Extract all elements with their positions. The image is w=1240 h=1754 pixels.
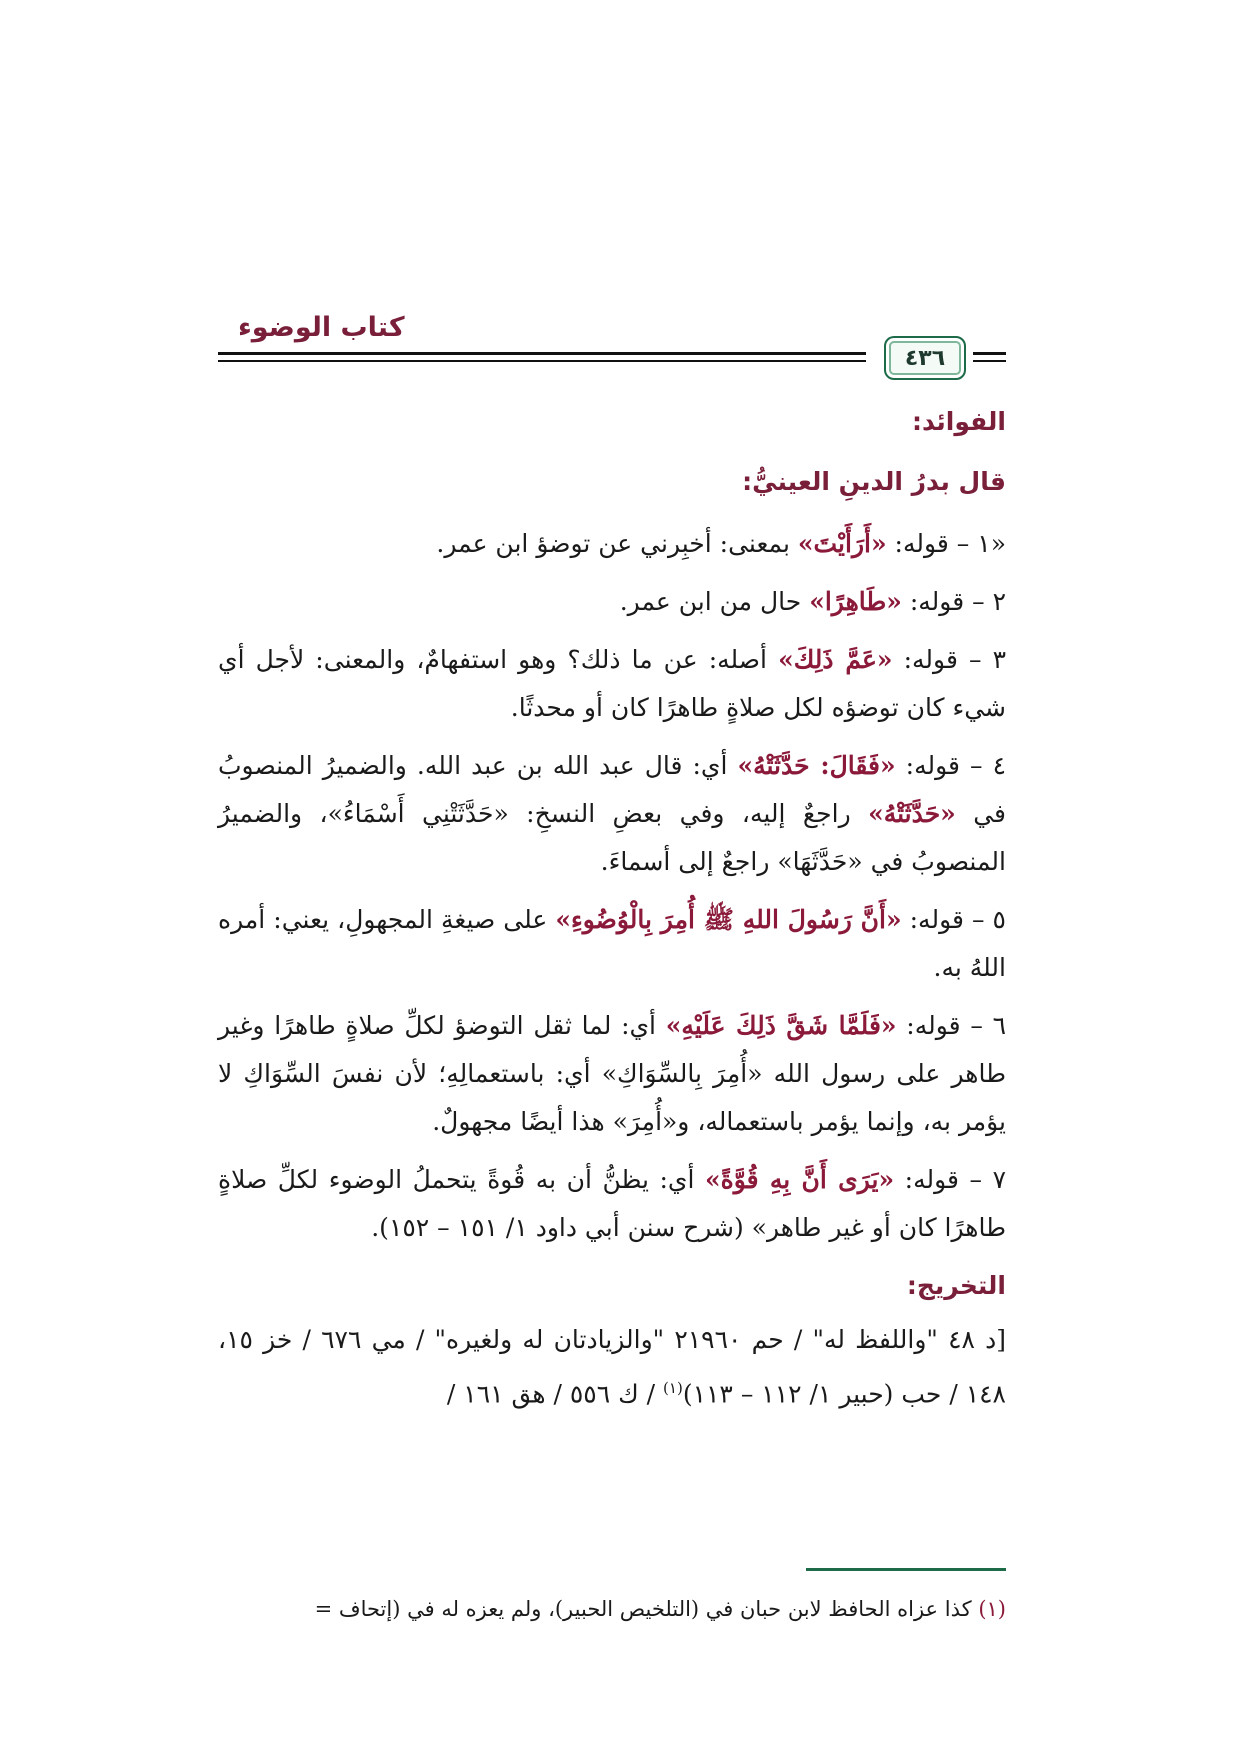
paragraph-text: بمعنى: أخبِرني عن توضؤ ابن عمر. <box>436 529 798 558</box>
heading-quote-intro: قال بدرُ الدينِ العينيُّ: <box>742 467 1006 496</box>
footnote-text: كذا عزاه الحافظ لابن حبان في (التلخيص الحبير)، ولم يعزه له في (إتحاف = <box>314 1597 979 1621</box>
paragraph-7 <box>218 1156 1006 1252</box>
takhrij-paragraph <box>218 1316 1006 1418</box>
paragraph-text: أي: يظنُّ أن به قُوةً يتحملُ الوضوء لكلِّ صلاةٍ طاهرًا كان أو غير طاهر» (شرح سنن أبي داود ١/ ١٥١ – ١٥٢). <box>218 1165 1006 1242</box>
page-number: ٤٣٦ <box>884 336 966 380</box>
header-rule <box>218 352 866 355</box>
paragraph-1 <box>218 520 1006 568</box>
paragraph-2 <box>218 578 1006 626</box>
paragraph-text: على صيغةِ المجهولِ، يعني: أمره اللهُ به. <box>218 905 1006 982</box>
paragraph-text: راجعٌ إليه، وفي بعضِ النسخِ: «حَدَّثَتْنِي أَسْمَاءُ»، والضميرُ المنصوبُ في «حَدَّثَهَا» راجعٌ إلى أسماءَ. <box>218 799 1006 876</box>
heading-benefits: الفوائد: <box>911 407 1006 436</box>
header-rule <box>218 360 866 362</box>
paragraph-text: أي: قال عبد الله بن عبد الله. والضميرُ المنصوبُ في <box>218 751 1006 828</box>
page-header <box>218 312 1006 384</box>
header-rule <box>973 360 1006 362</box>
paragraph-text: ٣ – قوله: <box>892 645 1007 674</box>
paragraph-text: ٧ – قوله: <box>894 1165 1007 1194</box>
paragraph-text: ٤ – قوله: <box>895 751 1007 780</box>
paragraph-text: أصله: عن ما ذلك؟ وهو استفهامٌ، والمعنى: لأجل أي شيء كان توضؤه لكل صلاةٍ طاهرًا كان أو محدثًا. <box>218 645 1006 722</box>
quoted-phrase: «فَلَمَّا شَقَّ ذَلِكَ عَلَيْهِ» <box>665 1011 897 1040</box>
header-rule <box>973 352 1006 355</box>
book-title: كتاب الوضوء <box>238 312 405 343</box>
main-text <box>218 398 1006 1428</box>
heading-takhrij: التخريج: <box>906 1271 1006 1300</box>
takhrij-text: [د ٤٨ "واللفظ له" / حم ٢١٩٦٠ "والزيادتان له ولغيره" / مي ٦٧٦ / خز ١٥، ١٤٨ / حب (حبير ١/ ١١٢ – ١١٣) <box>218 1325 1007 1409</box>
quoted-phrase: «يَرَى أَنَّ بِهِ قُوَّةً» <box>705 1165 895 1194</box>
footnote <box>218 1592 1006 1626</box>
takhrij-text: / ك ٥٥٦ / هق ١٦١ / <box>446 1379 664 1409</box>
quoted-phrase: «فَقَالَ: حَدَّثَتْهُ» <box>737 751 896 780</box>
quoted-phrase: «عَمَّ ذَلِكَ» <box>778 645 893 674</box>
paragraph-text: ٢ – قوله: <box>901 587 1006 616</box>
footnote-ref: (١) <box>663 1379 683 1397</box>
quoted-phrase: «حَدَّثَتْهُ» <box>868 799 956 828</box>
paragraph-text: «١ – قوله: <box>886 529 1006 558</box>
quoted-phrase: «أَرَأَيْتَ» <box>797 529 887 558</box>
quoted-phrase: «أَنَّ رَسُولَ اللهِ ﷺ أُمِرَ بِالْوُضُوءِ» <box>555 905 902 934</box>
paragraph-text: حال من ابن عمر. <box>619 587 810 616</box>
paragraph-text: ٦ – قوله: <box>896 1011 1007 1040</box>
footnote-separator <box>806 1568 1006 1571</box>
paragraph-6 <box>218 1002 1006 1146</box>
paragraph-4 <box>218 742 1006 886</box>
footnote-number: (١) <box>978 1597 1006 1621</box>
paragraph-3 <box>218 636 1006 732</box>
paragraph-text: ٥ – قوله: <box>901 905 1006 934</box>
paragraph-text: أي: لما ثقل التوضؤ لكلِّ صلاةٍ طاهرًا وغير طاهر على رسول الله «أُمِرَ بِالسِّوَاكِ» أي: باستعمالِهِ؛ لأن نفسَ السِّوَاكِ لا يؤمر به، وإنما يؤمر باستعماله، و«أُمِرَ» هذا أيضًا مجهولٌ. <box>218 1011 1006 1136</box>
paragraph-5 <box>218 896 1006 992</box>
quoted-phrase: «طَاهِرًا» <box>809 587 902 616</box>
